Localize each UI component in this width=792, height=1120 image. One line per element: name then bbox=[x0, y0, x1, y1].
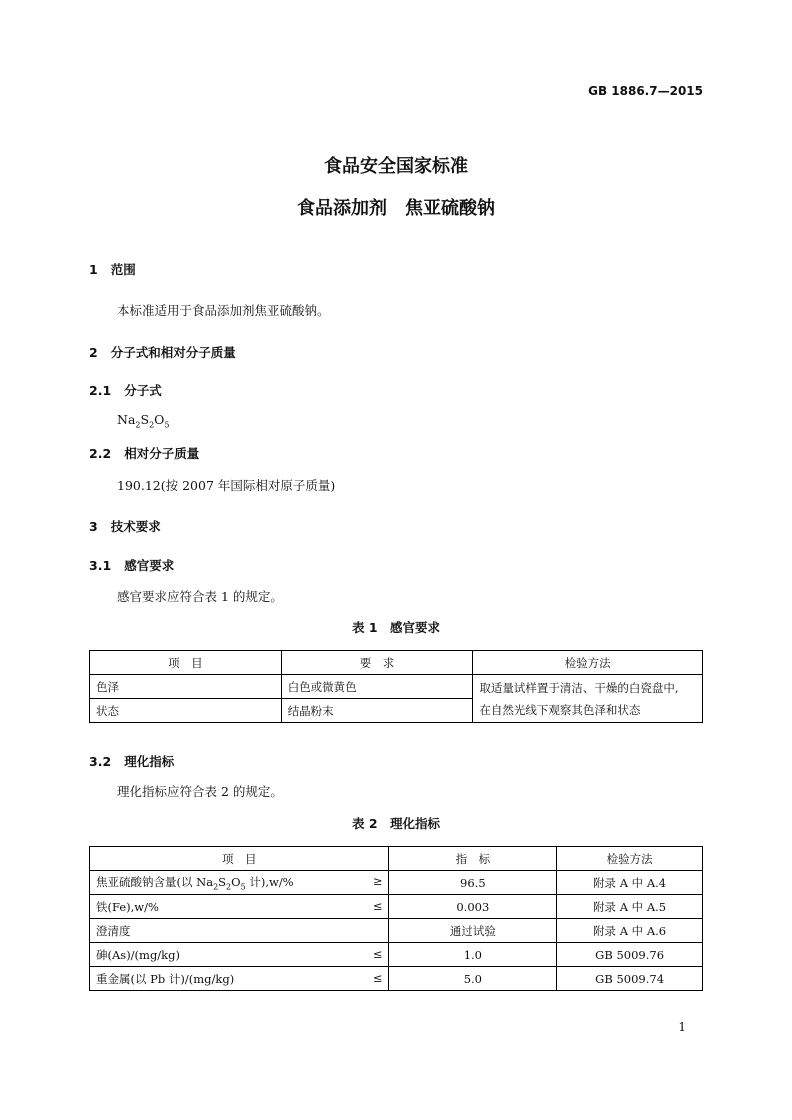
section-title: 感官要求 bbox=[124, 558, 175, 573]
section-number: 3.2 bbox=[89, 754, 112, 769]
section-title: 范围 bbox=[110, 262, 136, 277]
table-cell-item: ≥ 焦亚硫酸钠含量(以 $Na_2S_2O_5$ 计),w/% bbox=[90, 871, 389, 895]
section-1-heading bbox=[89, 260, 136, 278]
table-row bbox=[90, 675, 703, 699]
column-header: 项 目 bbox=[90, 651, 282, 675]
comparison-symbol: ≤ bbox=[372, 946, 383, 961]
section-title: 分子式和相对分子质量 bbox=[110, 345, 236, 360]
table-row bbox=[90, 919, 703, 943]
column-header: 检验方法 bbox=[557, 847, 703, 871]
comparison-symbol: ≤ bbox=[372, 970, 383, 985]
column-header: 项 目 bbox=[90, 847, 389, 871]
method-line: 取适量试样置于清洁、干燥的白瓷盘中, bbox=[479, 680, 679, 695]
standard-number: GB 1886.7—2015 bbox=[588, 84, 703, 98]
sensory-requirements-table bbox=[89, 650, 703, 723]
table-cell-value: 1.0 bbox=[389, 943, 557, 967]
document-subtitle: 食品添加剂 焦亚硫酸钠 bbox=[297, 198, 495, 219]
table-cell-requirement: 结晶粉末 bbox=[281, 699, 473, 723]
comparison-symbol: ≥ bbox=[372, 873, 383, 888]
table-cell-method: GB 5009.76 bbox=[557, 943, 703, 967]
table-cell-requirement: 白色或微黄色 bbox=[281, 675, 473, 699]
table-cell-method: 附录 A 中 A.6 bbox=[557, 919, 703, 943]
table-cell-item: ≤ 重金属(以 Pb 计)/(mg/kg) bbox=[90, 967, 389, 991]
section-title: 相对分子质量 bbox=[124, 446, 200, 461]
section-number: 2.1 bbox=[89, 383, 112, 398]
table-cell-method: 附录 A 中 A.4 bbox=[557, 871, 703, 895]
section-title: 分子式 bbox=[124, 383, 162, 398]
section-title: 技术要求 bbox=[110, 519, 161, 534]
section-3-2-text: 理化指标应符合表 2 的规定。 bbox=[117, 784, 283, 799]
column-header: 指 标 bbox=[389, 847, 557, 871]
table-cell-value: 通过试验 bbox=[389, 919, 557, 943]
table-row bbox=[90, 943, 703, 967]
table-cell-value: 0.003 bbox=[389, 895, 557, 919]
section-3-heading bbox=[89, 517, 161, 535]
section-number: 2 bbox=[89, 345, 98, 360]
table-cell-value: 96.5 bbox=[389, 871, 557, 895]
table-cell-item: 色泽 bbox=[90, 675, 282, 699]
table-cell-method: 附录 A 中 A.5 bbox=[557, 895, 703, 919]
section-2-1-heading bbox=[89, 381, 162, 399]
table-row bbox=[90, 967, 703, 991]
table-cell-item: 澄清度 bbox=[90, 919, 389, 943]
molecular-weight: 190.12(按 2007 年国际相对原子质量) bbox=[117, 478, 336, 493]
section-title: 理化指标 bbox=[124, 754, 175, 769]
table-cell-value: 5.0 bbox=[389, 967, 557, 991]
table-row bbox=[90, 871, 703, 895]
method-line: 在自然光线下观察其色泽和状态 bbox=[479, 702, 641, 717]
comparison-symbol: ≤ bbox=[372, 898, 383, 913]
column-header: 要 求 bbox=[281, 651, 473, 675]
column-header: 检验方法 bbox=[473, 651, 703, 675]
physicochemical-table bbox=[89, 846, 703, 991]
section-2-2-heading bbox=[89, 444, 199, 462]
table-cell-item: ≤ 砷(As)/(mg/kg) bbox=[90, 943, 389, 967]
table-row bbox=[90, 895, 703, 919]
table2-caption: 表 2 理化指标 bbox=[351, 816, 441, 831]
section-3-1-text: 感官要求应符合表 1 的规定。 bbox=[117, 589, 283, 604]
section-number: 1 bbox=[89, 262, 98, 277]
table-cell-method: GB 5009.74 bbox=[557, 967, 703, 991]
section-2-heading bbox=[89, 343, 236, 361]
section-1-text: 本标准适用于食品添加剂焦亚硫酸钠。 bbox=[117, 303, 330, 318]
section-number: 2.2 bbox=[89, 446, 112, 461]
molecular-formula: $Na_2S_2O_5$ bbox=[117, 412, 170, 430]
table-cell-item: ≤ 铁(Fe),w/% bbox=[90, 895, 389, 919]
page-number: 1 bbox=[678, 1020, 686, 1034]
table-cell-item: 状态 bbox=[90, 699, 282, 723]
document-title: 食品安全国家标准 bbox=[324, 156, 468, 177]
section-3-1-heading bbox=[89, 556, 174, 574]
section-3-2-heading bbox=[89, 752, 174, 770]
table1-caption: 表 1 感官要求 bbox=[351, 620, 441, 635]
section-number: 3 bbox=[89, 519, 98, 534]
table-cell-method bbox=[473, 675, 703, 723]
table-header-row bbox=[90, 847, 703, 871]
table-header-row bbox=[90, 651, 703, 675]
section-number: 3.1 bbox=[89, 558, 112, 573]
